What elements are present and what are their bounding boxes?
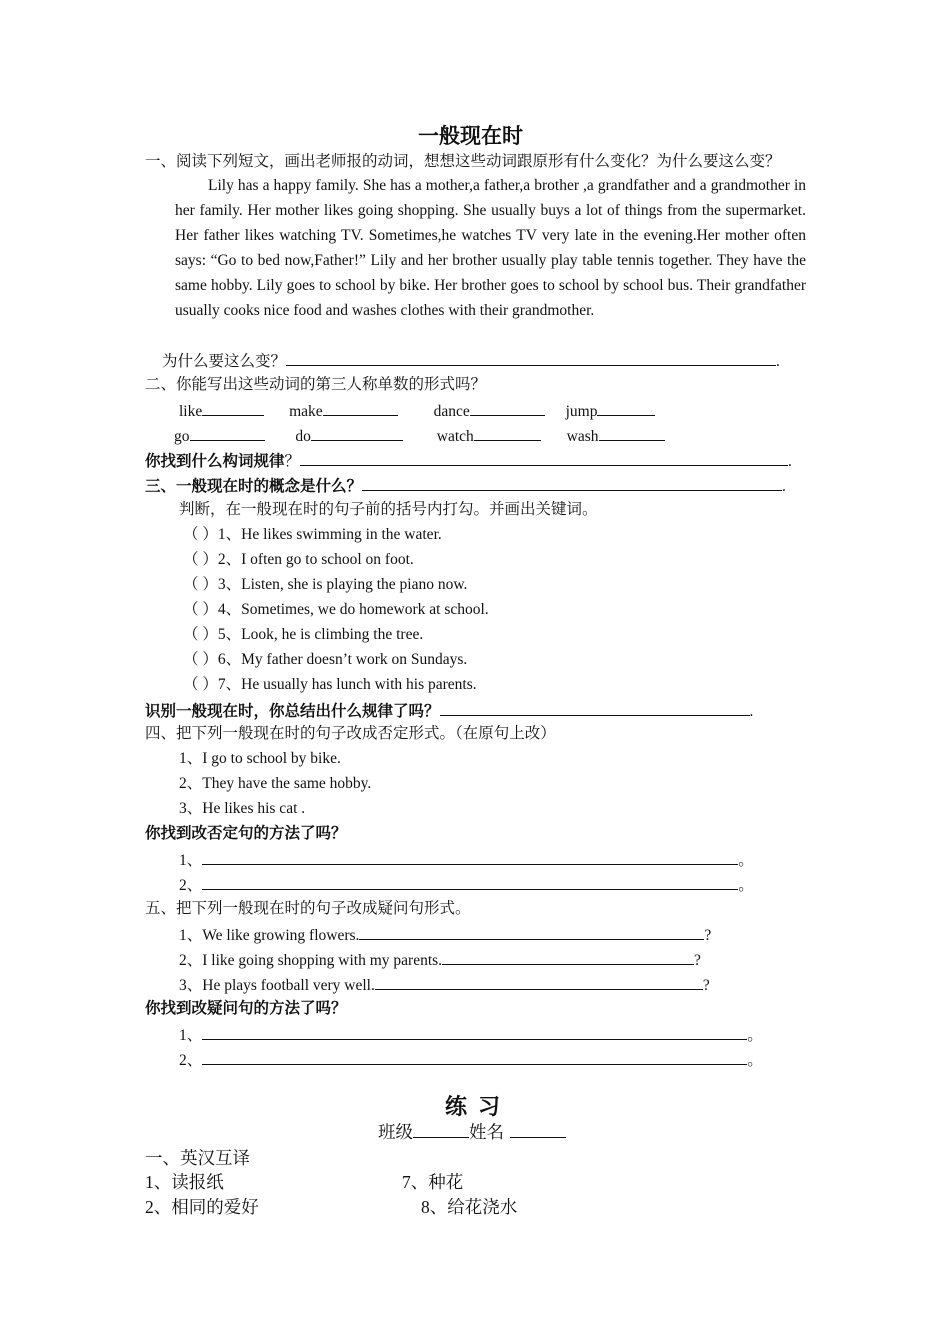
summary-end: . [749,703,754,720]
why-answer-line [162,349,780,373]
verb-watch: watch [436,428,474,445]
tick-bracket[interactable]: （ ） [183,551,218,568]
why-answer-blank[interactable] [286,349,776,366]
question-item-text: 3、He plays football very well. [179,977,375,994]
tick-bracket[interactable]: （ ） [183,651,218,668]
question-answer-line [179,1048,763,1072]
verb-wash: wash [566,428,599,445]
concept-end: . [782,478,786,495]
answer-end: 。 [747,1027,763,1044]
why-label: 为什么要这么变？ [162,353,287,370]
tick-bracket[interactable]: （ ） [183,676,218,693]
translate-item: 2、相同的爱好 [145,1197,259,1217]
verb-row-1 [179,399,655,423]
section1-question: 一、阅读下列短文，画出老师报的动词，想想这些动词跟原形有什么变化？为什么要这么变？ [145,153,781,170]
verb-dance-blank[interactable] [470,399,545,416]
tick-bracket[interactable]: （ ） [183,526,218,543]
judge-item [183,524,442,546]
judge-item-text: 4、Sometimes, we do homework at school. [217,601,489,618]
verb-go: go [174,428,190,445]
translate-item: 1、读报纸 [145,1172,224,1192]
word-rule-qmark: ？ [284,453,301,470]
practice-section1: 一、英汉互译 [145,1148,250,1168]
question-item-text: 2、I like going shopping with my parents. [179,952,443,969]
judge-item [183,674,477,696]
question-item [179,973,710,997]
section5-question: 五、把下列一般现在时的句子改成疑问句形式。 [145,900,471,917]
answer-number: 1、 [179,852,203,869]
answer-blank[interactable] [202,1023,747,1040]
negative-item: 3、He likes his cat . [179,800,306,817]
answer-number: 1、 [179,1027,203,1044]
answer-blank[interactable] [202,848,738,865]
word-rule-end: . [788,453,792,470]
word-rule-blank[interactable] [300,449,788,466]
verb-do: do [295,428,311,445]
word-rule-label: 你找到什么构词规律 [145,453,285,470]
verb-dance: dance [433,403,470,420]
verb-go-blank[interactable] [190,424,265,441]
concept-blank[interactable] [362,474,782,491]
judge-item-text: 5、Look, he is climbing the tree. [217,626,424,643]
reading-passage: Lily has a happy family. She has a mother,a father,a brother ,a grandfather and a grandmother in her family. Her mother likes going shopping. She usually buys a lot of things from the supermarket. Her father likes watching TV. Sometimes,he watches TV very late in the evening.Her mother often says: “Go to bed now,Father!” Lily and her brother usually play table tennis together. They have the same hobby. Lily goes to school by bike. Her brother goes to school by school bus. Their grandfather usually cooks nice food and washes clothes with their grandmother. [175,177,806,319]
judge-item-text: 2、I often go to school on foot. [217,551,414,568]
tick-bracket[interactable]: （ ） [183,626,218,643]
question-qmark: ? [702,977,710,994]
judge-item-text: 1、He likes swimming in the water. [217,526,442,543]
answer-number: 2、 [179,1052,203,1069]
judge-item [183,649,467,671]
verb-like-blank[interactable] [202,399,264,416]
judge-item-text: 3、Listen, she is playing the piano now. [217,576,468,593]
tick-bracket[interactable]: （ ） [183,601,218,618]
judge-item [183,574,467,596]
tick-bracket[interactable]: （ ） [183,576,218,593]
negative-item: 1、I go to school by bike. [179,750,341,767]
answer-blank[interactable] [202,873,738,890]
verb-jump: jump [565,403,598,420]
class-blank[interactable] [413,1121,469,1138]
verb-watch-blank[interactable] [474,424,541,441]
summary-line [145,699,753,723]
question-qmark: ? [704,927,712,944]
verb-make-blank[interactable] [323,399,398,416]
judge-item [183,624,423,646]
question-item [179,923,711,947]
translate-item: 8、给花浇水 [421,1197,518,1217]
why-end: . [776,353,780,370]
question-method-label: 你找到改疑问句的方法了吗？ [145,1000,347,1017]
question-item [179,948,701,972]
section2-question: 二、你能写出这些动词的第三人称单数的形式吗？ [145,376,487,393]
judge-item [183,599,489,621]
verb-row-2 [174,424,665,448]
word-rule-line [145,449,792,473]
question-answer-line [179,1023,763,1047]
answer-number: 2、 [179,877,203,894]
negative-answer-line [179,873,754,897]
name-blank[interactable] [510,1121,566,1138]
verb-do-blank[interactable] [311,424,403,441]
class-label: 班级 [378,1122,413,1142]
judge-item-text: 7、He usually has lunch with his parents. [217,676,477,693]
answer-end: 。 [738,852,754,869]
concept-question: 三、一般现在时的概念是什么？ [145,478,363,495]
negative-item: 2、They have the same hobby. [179,775,372,792]
question-blank[interactable] [375,973,703,990]
section4-question: 四、把下列一般现在时的句子改成否定形式。（在原句上改） [145,725,556,742]
verb-wash-blank[interactable] [599,424,665,441]
verb-jump-blank[interactable] [597,399,655,416]
concept-line [145,474,786,498]
name-label: 姓名 [469,1122,504,1142]
question-qmark: ? [694,952,701,969]
question-item-text: 1、We like growing flowers. [179,927,360,944]
answer-blank[interactable] [202,1048,747,1065]
summary-label: 识别一般现在时，你总结出什么规律了吗？ [145,703,440,720]
answer-end: 。 [738,877,754,894]
judge-item [183,549,414,571]
translate-item: 7、种花 [402,1172,464,1192]
verb-like: like [179,403,203,420]
class-name-line [378,1120,566,1144]
question-blank[interactable] [359,923,704,940]
negative-method-label: 你找到改否定句的方法了吗？ [145,825,347,842]
verb-make: make [289,403,323,420]
question-blank[interactable] [442,948,694,965]
judge-item-text: 6、My father doesn’t work on Sundays. [217,651,468,668]
practice-title: 练 习 [445,1094,501,1119]
judge-instruction: 判断，在一般现在时的句子前的括号内打勾。并画出关键词。 [179,501,598,518]
summary-blank[interactable] [440,699,750,716]
negative-answer-line [179,848,754,872]
answer-end: 。 [747,1052,763,1069]
page-title: 一般现在时 [418,124,523,148]
